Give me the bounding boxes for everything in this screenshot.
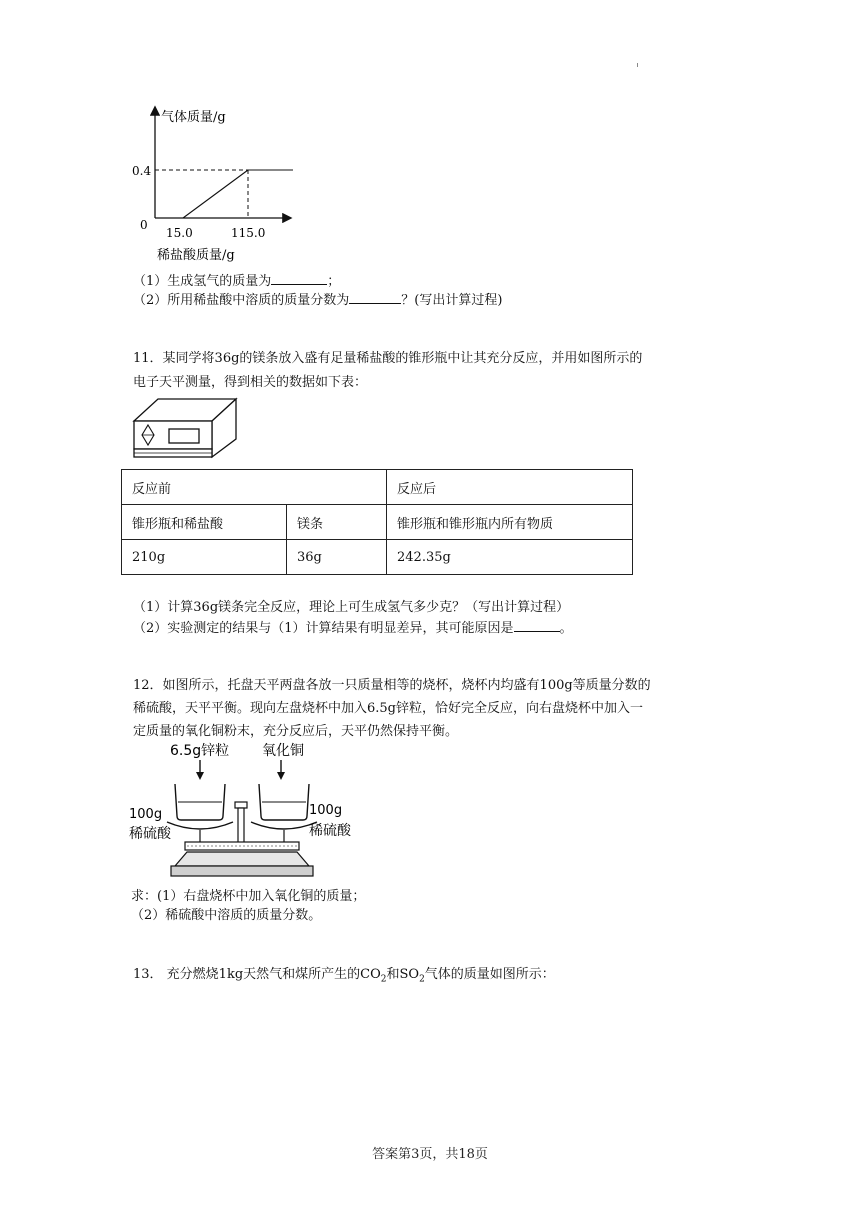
left-acid-label: 稀硫酸 — [129, 826, 171, 842]
q10-sub2: （2）所用稀盐酸中溶质的质量分数为 ？(写出计算过程) — [133, 290, 502, 311]
answer-blank — [514, 618, 560, 632]
q13-text: 13． 充分燃烧1kg天然气和煤所产生的$CO_2$和$SO_2$气体的质量如图所示： — [133, 967, 555, 985]
table-row — [122, 470, 633, 505]
table-cell: 242.35g — [387, 540, 633, 575]
y-tick-label: 0.4 — [132, 164, 152, 178]
rising-line — [183, 170, 248, 218]
x-axis-label: 稀盐酸质量/g — [157, 248, 235, 263]
q11-sub2: （2）实验测定的结果与（1）计算结果有明显差异，其可能原因是 。 — [133, 618, 573, 639]
x-tick-1: 15.0 — [166, 226, 193, 240]
left-mass-label: 100g — [129, 807, 163, 822]
table-cell: 36g — [287, 540, 387, 575]
table-cell: 锥形瓶和稀盐酸 — [122, 505, 287, 540]
table-cell: 锥形瓶和锥形瓶内所有物质 — [387, 505, 633, 540]
right-mass-label: 100g — [309, 803, 343, 818]
q12-text-line1: 12．如图所示，托盘天平两盘各放一只质量相等的烧杯，烧杯内均盛有100g等质量分数的 — [133, 678, 651, 693]
q10-sub1: （1）生成氢气的质量为 ； — [133, 271, 340, 292]
q12-text-line2: 稀硫酸，天平平衡。现向左盘烧杯中加入6.5g锌粒，恰好完全反应，向右盘烧杯中加入一 — [133, 701, 643, 716]
q11-data-table — [121, 469, 633, 575]
right-acid-label: 稀硫酸 — [309, 823, 351, 839]
gas-mass-graph — [128, 102, 308, 267]
table-cell-before: 反应前 — [122, 470, 387, 505]
q12-sub1: 求：(1）右盘烧杯中加入氧化铜的质量； — [131, 889, 366, 904]
table-row — [122, 540, 633, 575]
q12-sub2: （2）稀硫酸中溶质的质量分数。 — [131, 908, 322, 923]
origin-label: 0 — [140, 218, 148, 232]
page-footer: 答案第3页，共18页 — [372, 1147, 488, 1162]
table-cell: 210g — [122, 540, 287, 575]
electronic-balance-figure — [128, 395, 240, 461]
q11-text-line2: 电子天平测量，得到相关的数据如下表： — [133, 375, 368, 390]
left-top-label: 6.5g锌粒 — [170, 743, 230, 759]
q11-text-line1: 11．某同学将36g的镁条放入盛有足量稀盐酸的锥形瓶中让其充分反应，并用如图所示的 — [133, 351, 643, 366]
y-axis-label: 气体质量/g — [161, 110, 226, 125]
table-row — [122, 505, 633, 540]
answer-blank — [349, 290, 401, 304]
x-tick-2: 115.0 — [231, 226, 266, 240]
pan-balance-figure — [125, 738, 365, 888]
right-top-label: 氧化铜 — [262, 743, 304, 759]
q11-sub1: （1）计算36g镁条完全反应，理论上可生成氢气多少克？（写出计算过程） — [133, 600, 570, 615]
answer-blank — [271, 271, 327, 285]
page-mark — [637, 63, 638, 67]
table-cell: 镁条 — [287, 505, 387, 540]
table-cell-after: 反应后 — [387, 470, 633, 505]
q12-text-line3: 定质量的氧化铜粉末，充分反应后，天平仍然保持平衡。 — [133, 724, 459, 739]
